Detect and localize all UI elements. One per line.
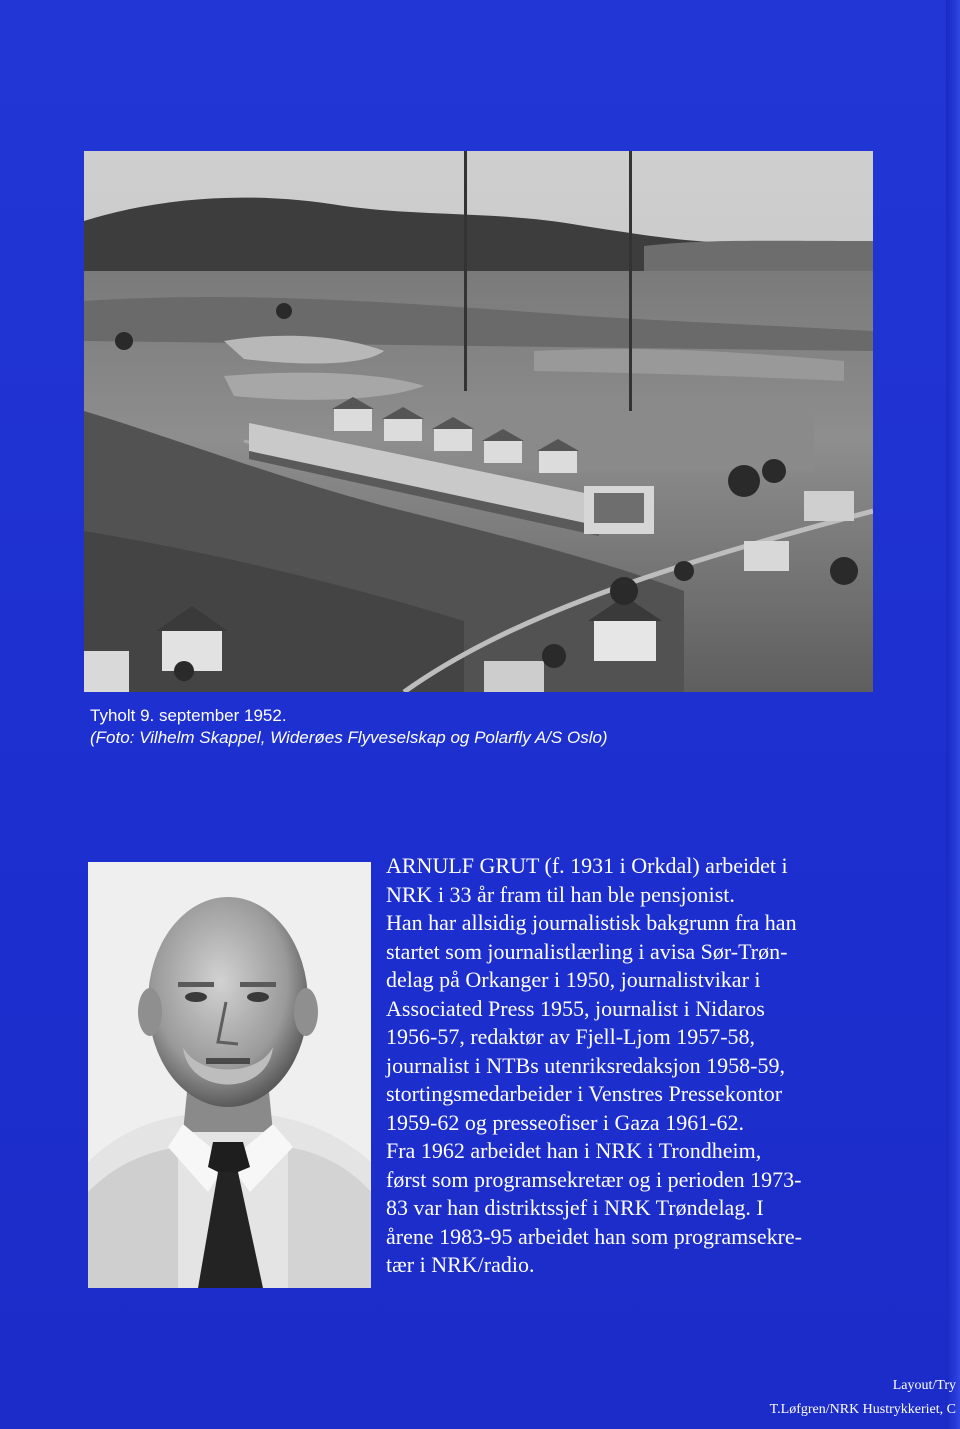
bio-line: 1956-57, redaktør av Fjell-Ljom 1957-58, xyxy=(386,1024,756,1049)
bio-line: journalist i NTBs utenriksredaksjon 1958-59, xyxy=(386,1052,786,1078)
bio-line: startet som journalistlærling i avisa Sør-Trøn- xyxy=(386,938,788,964)
bio-line: Associated Press 1955, journalist i Nidaros xyxy=(386,995,765,1021)
author-portrait xyxy=(88,862,371,1288)
cover-spine-edge xyxy=(946,0,960,1429)
bio-line: delag på Orkanger i 1950, journalistvikar i xyxy=(386,967,761,992)
photo-caption-credit: (Foto: Vilhelm Skappel, Widerøes Flyveselskap og Polarfly A/S Oslo) xyxy=(90,728,608,747)
bio-line: Han har allsidig journalistisk bakgrunn fra han xyxy=(386,910,797,935)
photo-caption xyxy=(90,705,608,749)
author-biography xyxy=(386,852,886,1280)
bio-line: NRK i 33 år fram til han ble pensjonist. xyxy=(386,881,735,907)
bio-line: 1959-62 og presseofiser i Gaza 1961-62. xyxy=(386,1109,745,1135)
bio-line: Fra 1962 arbeidet han i NRK i Trondheim, xyxy=(386,1138,762,1163)
footer-credit-line-1: Layout/Try xyxy=(892,1378,956,1393)
bio-line: årene 1983-95 arbeidet han som programsekre- xyxy=(386,1223,803,1249)
bio-line: tær i NRK/radio. xyxy=(386,1252,535,1277)
footer-credit-line-2: T.Løfgren/NRK Hustrykkeriet, C xyxy=(769,1402,956,1417)
bio-line: stortingsmedarbeider i Venstres Pressekontor xyxy=(386,1081,783,1106)
aerial-photo-tyholt xyxy=(84,151,873,692)
bio-line: 83 var han distriktssjef i NRK Trøndelag. I xyxy=(386,1195,764,1220)
photo-caption-title: Tyholt 9. september 1952. xyxy=(90,706,287,725)
bio-line: ARNULF GRUT (f. 1931 i Orkdal) arbeidet i xyxy=(386,853,788,878)
bio-line: først som programsekretær og i perioden 1973- xyxy=(386,1166,802,1192)
